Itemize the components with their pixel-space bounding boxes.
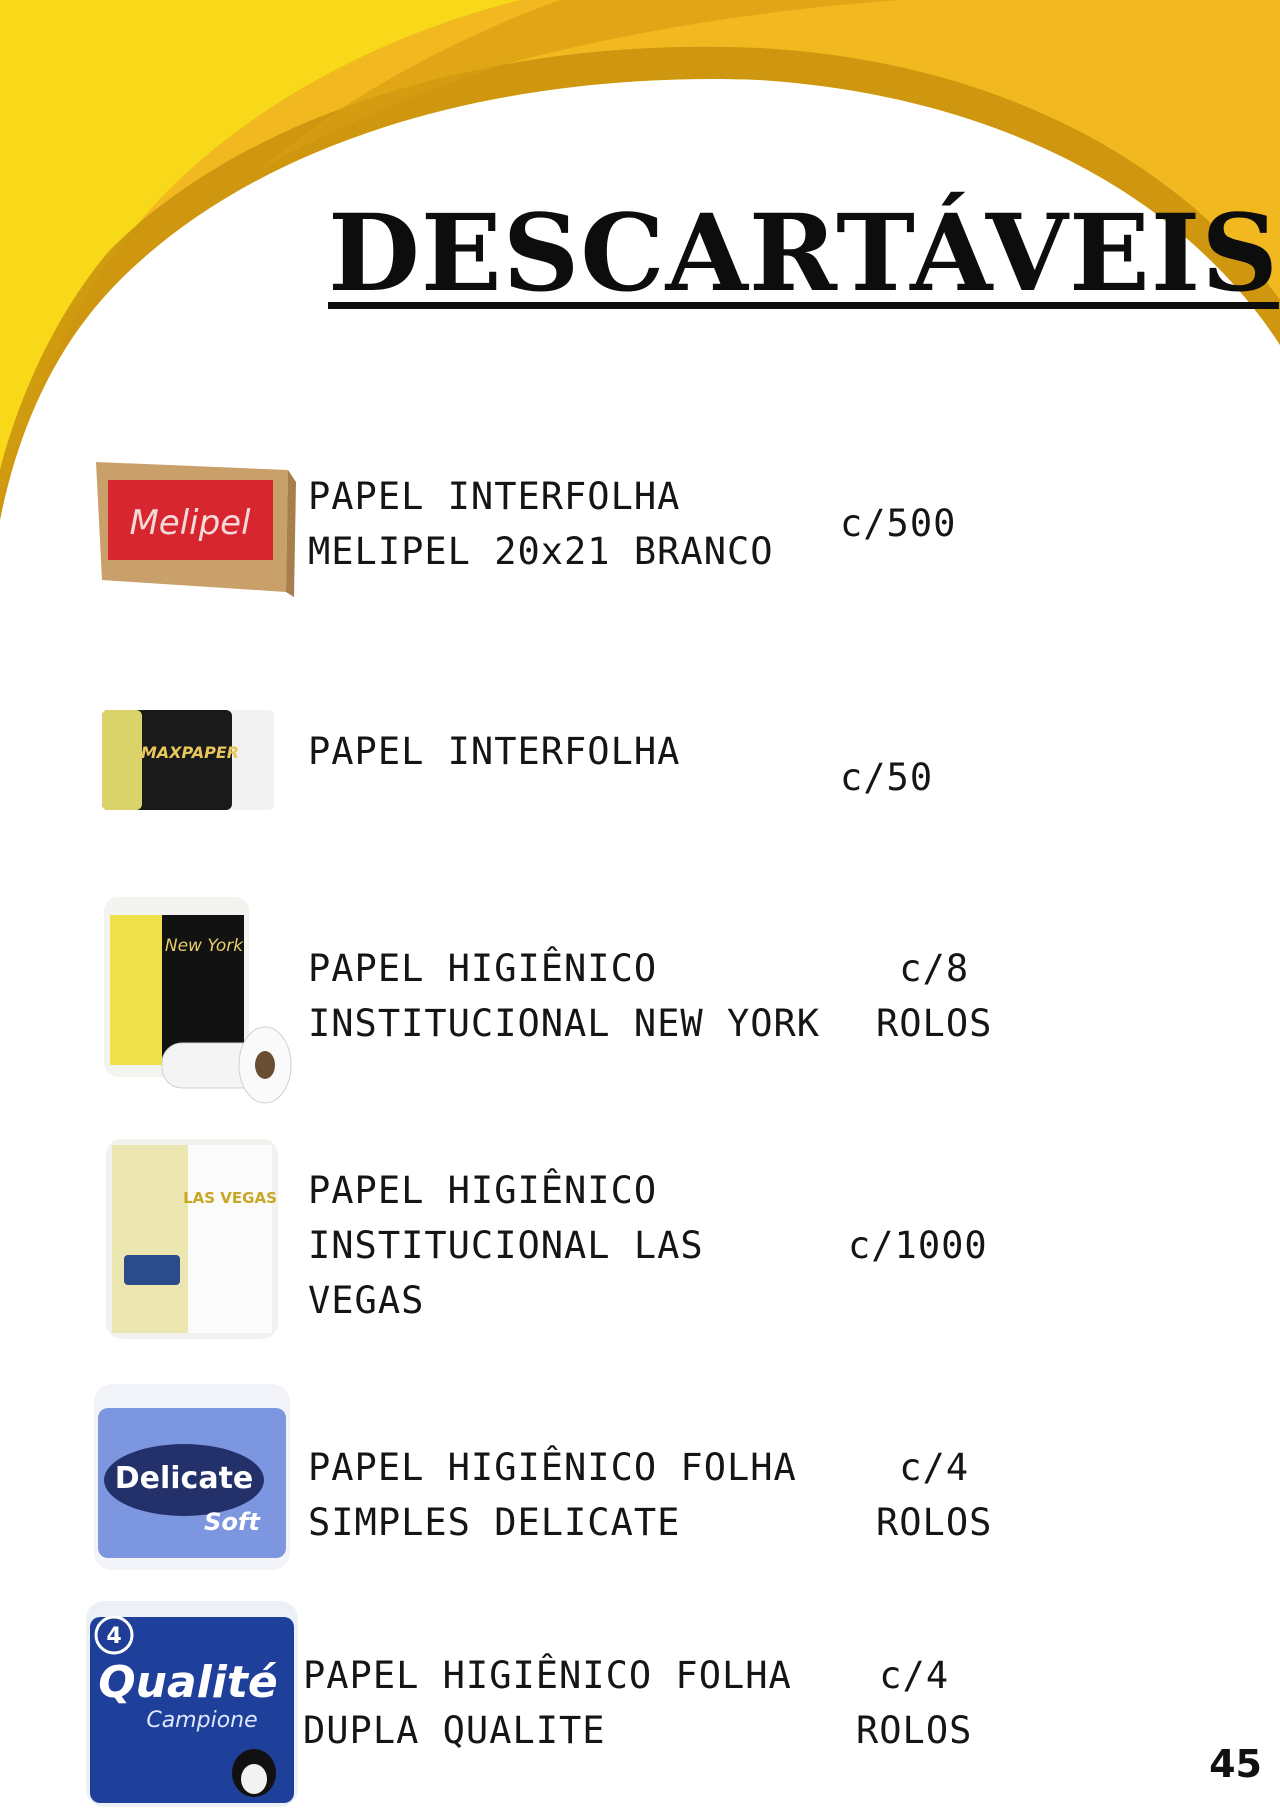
svg-text:Campione: Campione	[146, 1708, 258, 1733]
product-row	[0, 1375, 1280, 1580]
svg-text:Qualité: Qualité	[98, 1657, 278, 1708]
product-row	[0, 690, 1280, 830]
product-name: PAPEL INTERFOLHA	[308, 730, 681, 773]
svg-text:Soft: Soft	[204, 1508, 260, 1536]
svg-text:Delicate: Delicate	[114, 1461, 254, 1496]
product-quantity: c/50	[840, 756, 934, 799]
product-name: PAPEL HIGIÊNICO FOLHA DUPLA QUALITE	[303, 1654, 792, 1752]
delicate-toilet-paper-image	[92, 1380, 292, 1575]
new-york-toilet-paper-image	[100, 893, 295, 1113]
page-title: DESCARTÁVEIS	[328, 190, 1279, 315]
product-name: PAPEL HIGIÊNICO INSTITUCIONAL NEW YORK	[308, 947, 821, 1045]
las-vegas-toilet-paper-image	[104, 1135, 284, 1345]
svg-text:LAS VEGAS: LAS VEGAS	[183, 1189, 277, 1207]
product-name: PAPEL INTERFOLHA MELIPEL 20x21 BRANCO	[308, 475, 774, 573]
product-row	[0, 885, 1280, 1115]
qualite-toilet-paper-image	[84, 1597, 302, 1809]
product-name: PAPEL HIGIÊNICO INSTITUCIONAL LAS VEGAS	[308, 1169, 704, 1322]
product-quantity: c/4 ROLOS	[856, 1654, 973, 1752]
product-quantity: c/8 ROLOS	[876, 947, 993, 1045]
product-quantity: c/500	[840, 502, 957, 545]
svg-text:New York: New York	[164, 936, 244, 956]
melipel-package-image	[88, 452, 298, 602]
svg-text:Melipel: Melipel	[129, 503, 251, 543]
svg-text:4: 4	[106, 1624, 122, 1649]
product-name: PAPEL HIGIÊNICO FOLHA SIMPLES DELICATE	[308, 1446, 797, 1544]
maxpaper-package-image	[98, 702, 278, 817]
product-quantity: c/4 ROLOS	[876, 1446, 993, 1544]
product-row	[0, 1130, 1280, 1345]
page-number: 45	[1209, 1742, 1262, 1786]
product-row	[0, 440, 1280, 610]
svg-text:MAXPAPER: MAXPAPER	[140, 743, 240, 762]
product-row	[0, 1595, 1280, 1810]
product-quantity: c/1000	[848, 1224, 988, 1267]
